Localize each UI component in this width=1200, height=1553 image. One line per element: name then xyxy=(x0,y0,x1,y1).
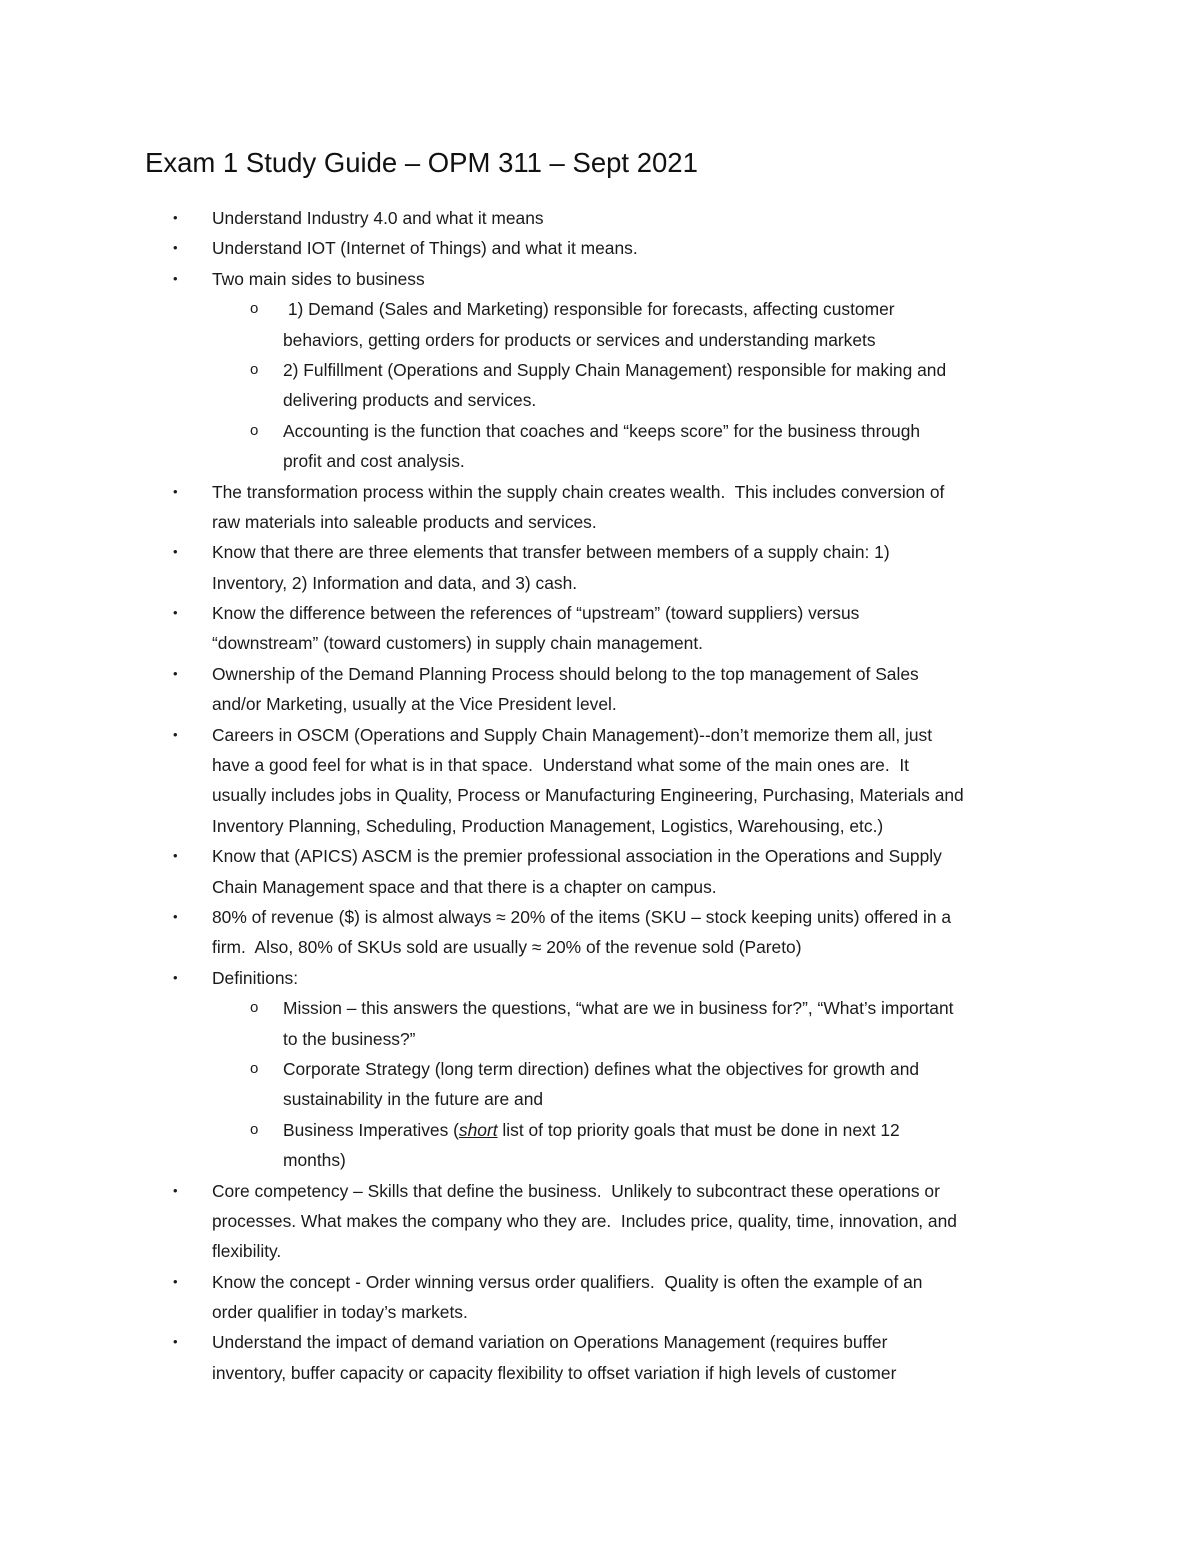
sub-list-item xyxy=(0,1115,1200,1145)
list-item-text: Know that there are three elements that transfer between members of a supply chain: 1) xyxy=(212,542,890,563)
bullet-icon: • xyxy=(173,210,178,225)
list-item-continuation xyxy=(0,689,1200,719)
sub-list-item-text-after: list of top priority goals that must be done in next 12 xyxy=(497,1119,900,1140)
bullet-icon: • xyxy=(173,1273,178,1289)
list-item-continuation xyxy=(0,811,1200,841)
list-item xyxy=(0,720,1200,750)
sub-list-item xyxy=(0,1054,1200,1084)
list-item-text: Understand IOT (Internet of Things) and what it means. xyxy=(212,238,638,259)
list-item-text: Understand the impact of demand variation on Operations Management (requires buffer xyxy=(212,1332,888,1353)
bullet-icon: • xyxy=(173,1182,178,1198)
sub-list-item-continuation xyxy=(0,1024,1200,1054)
sub-list-item-continuation xyxy=(0,325,1200,355)
document-title: Exam 1 Study Guide – OPM 311 – Sept 2021 xyxy=(145,147,698,178)
list-item-continuation xyxy=(0,872,1200,902)
list-item xyxy=(0,233,1200,263)
sub-list-item-text: Mission – this answers the questions, “what are we in business for?”, “What’s important xyxy=(283,998,954,1019)
bullet-icon: • xyxy=(173,726,178,742)
list-item xyxy=(0,477,1200,507)
list-item-continuation xyxy=(0,628,1200,658)
list-item xyxy=(0,841,1200,871)
bullet-icon: • xyxy=(173,605,178,621)
sub-list-item-continuation xyxy=(0,1145,1200,1175)
sub-list-item-continuation xyxy=(0,1084,1200,1114)
list-item xyxy=(0,1327,1200,1357)
list-item-text: Chain Management space and that there is a chapter on campus. xyxy=(212,876,717,897)
list-item-continuation xyxy=(0,1206,1200,1236)
list-item-text: “downstream” (toward customers) in supply chain management. xyxy=(212,633,704,654)
list-item-text: have a good feel for what is in that space. Understand what some of the main ones are. It xyxy=(212,755,909,776)
bullet-icon: • xyxy=(173,908,178,924)
list-item-text: raw materials into saleable products and services. xyxy=(212,511,597,532)
bullet-icon: • xyxy=(173,665,178,681)
sub-list-item-text-before: Business Imperatives ( xyxy=(283,1119,459,1140)
list-item xyxy=(0,203,1200,233)
list-item-text: firm. Also, 80% of SKUs sold are usually ≈ 20% of the revenue sold (Pareto) xyxy=(212,937,802,958)
list-item-continuation xyxy=(0,932,1200,962)
emphasized-word: short xyxy=(458,1119,498,1140)
list-item-text: processes. What makes the company who they are. Includes price, quality, time, innovation, and xyxy=(212,1210,957,1231)
sub-list-item-text: sustainability in the future are and xyxy=(283,1089,544,1110)
list-item-continuation xyxy=(0,1358,1200,1388)
sub-list-item-text: 2) Fulfillment (Operations and Supply Chain Management) responsible for making and xyxy=(283,359,947,380)
list-item-text: Definitions: xyxy=(212,967,299,988)
list-item-continuation xyxy=(0,750,1200,780)
list-item-text: and/or Marketing, usually at the Vice President level. xyxy=(212,694,617,715)
list-item-text: Core competency – Skills that define the business. Unlikely to subcontract these operations or xyxy=(212,1180,940,1201)
study-guide-list xyxy=(0,203,1200,1388)
list-item-text: Careers in OSCM (Operations and Supply Chain Management)--don’t memorize them all, just xyxy=(212,724,933,745)
list-item-text: Understand Industry 4.0 and what it means xyxy=(212,208,544,228)
sub-list-item-text: months) xyxy=(283,1150,346,1171)
sub-list-item-text: to the business?” xyxy=(283,1028,416,1049)
sub-list-item xyxy=(0,993,1200,1023)
list-item-text: Know the difference between the references of “upstream” (toward suppliers) versus xyxy=(212,603,860,624)
list-item-text: Inventory, 2) Information and data, and 3) cash. xyxy=(212,572,578,593)
list-item-continuation xyxy=(0,780,1200,810)
list-item xyxy=(0,264,1200,294)
sub-list-item-text: Corporate Strategy (long term direction) defines what the objectives for growth and xyxy=(283,1058,920,1079)
sub-list-item-text: behaviors, getting orders for products or services and understanding markets xyxy=(283,329,876,350)
circle-bullet-icon: o xyxy=(250,1059,259,1077)
bullet-icon: • xyxy=(173,483,178,499)
circle-bullet-icon: o xyxy=(250,999,259,1017)
list-item-text: Two main sides to business xyxy=(212,268,425,289)
list-item-text: Inventory Planning, Scheduling, Production Management, Logistics, Warehousing, etc.) xyxy=(212,815,884,836)
list-item xyxy=(0,1176,1200,1206)
list-item-text: 80% of revenue ($) is almost always ≈ 20% of the items (SKU – stock keeping units) offered in a xyxy=(212,906,952,927)
list-item-continuation xyxy=(0,507,1200,537)
list-item-text: order qualifier in today’s markets. xyxy=(212,1302,468,1323)
list-item-text: Know that (APICS) ASCM is the premier professional association in the Operations and Supply xyxy=(212,846,942,867)
list-item xyxy=(0,902,1200,932)
list-item-text: Know the concept - Order winning versus order qualifiers. Quality is often the example of an xyxy=(212,1271,923,1292)
circle-bullet-icon: o xyxy=(250,360,259,378)
bullet-icon: • xyxy=(173,240,178,256)
list-item xyxy=(0,963,1200,993)
list-item xyxy=(0,659,1200,689)
sub-list-item-text: delivering products and services. xyxy=(283,390,537,411)
sub-list-item-text: 1) Demand (Sales and Marketing) responsible for forecasts, affecting customer xyxy=(283,299,895,320)
bullet-icon: • xyxy=(173,848,178,864)
list-item-continuation xyxy=(0,1297,1200,1327)
list-item-text: The transformation process within the supply chain creates wealth. This includes conversion of xyxy=(212,481,945,502)
circle-bullet-icon: o xyxy=(250,300,259,318)
sub-list-item-text: profit and cost analysis. xyxy=(283,451,465,472)
list-item-text: Ownership of the Demand Planning Process should belong to the top management of Sales xyxy=(212,663,919,684)
list-item-continuation xyxy=(0,568,1200,598)
sub-list-item xyxy=(0,355,1200,385)
list-item xyxy=(0,537,1200,567)
bullet-icon: • xyxy=(173,270,178,286)
list-item-text: inventory, buffer capacity or capacity flexibility to offset variation if high levels of customer xyxy=(212,1362,897,1383)
sub-list-item xyxy=(0,294,1200,324)
sub-list-item-continuation xyxy=(0,385,1200,415)
circle-bullet-icon: o xyxy=(250,1120,259,1138)
bullet-icon: • xyxy=(173,969,178,985)
list-item-text: usually includes jobs in Quality, Process or Manufacturing Engineering, Purchasing, Materials and xyxy=(212,785,964,806)
list-item xyxy=(0,1267,1200,1297)
sub-list-item-continuation xyxy=(0,446,1200,476)
sub-list-item-text: Accounting is the function that coaches and “keeps score” for the business through xyxy=(283,420,921,441)
list-item-text: flexibility. xyxy=(212,1241,282,1262)
bullet-icon: • xyxy=(173,544,178,560)
circle-bullet-icon: o xyxy=(250,421,259,439)
sub-list-item xyxy=(0,416,1200,446)
bullet-icon: • xyxy=(173,1334,178,1350)
list-item xyxy=(0,598,1200,628)
list-item-continuation xyxy=(0,1236,1200,1266)
